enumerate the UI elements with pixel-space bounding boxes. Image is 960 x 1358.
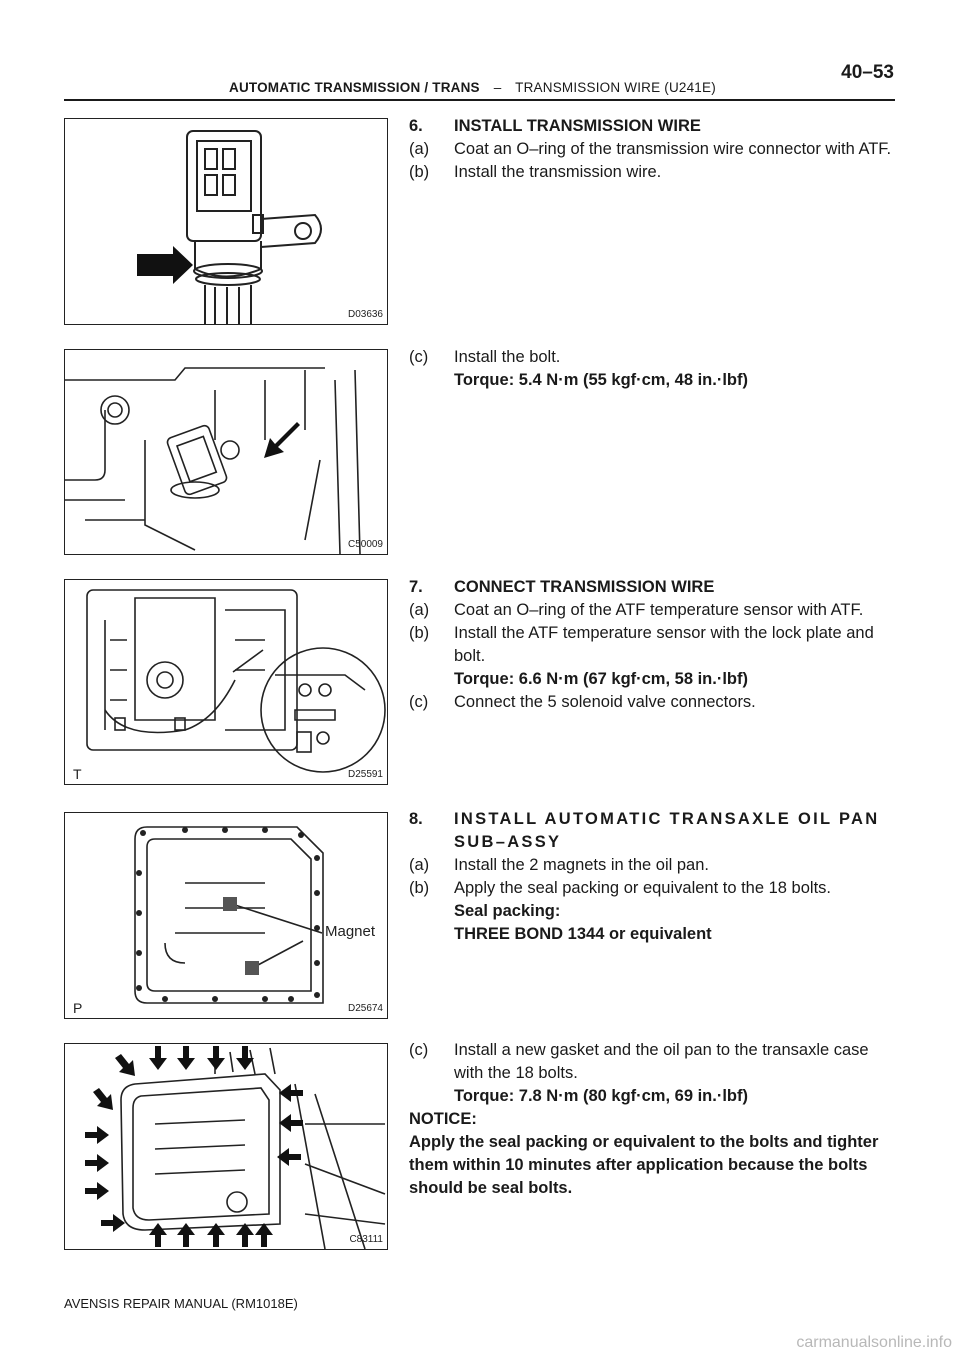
step-8a-text: Install the 2 magnets in the oil pan.	[454, 856, 709, 874]
step-6c-label: (c)	[409, 348, 429, 366]
step-8c-text: Install a new gasket and the oil pan to the transaxle case with the 18 bolts.	[454, 1041, 869, 1082]
oil-pan-illustration	[65, 813, 387, 1018]
step-8-heading	[409, 808, 895, 854]
solenoid-illustration	[65, 580, 387, 784]
step-8-title: INSTALL AUTOMATIC TRANSAXLE OIL PAN SUB–ASSY	[454, 810, 880, 851]
figure-code: C50009	[347, 539, 383, 550]
step-6a	[409, 138, 895, 161]
step-7-title: CONNECT TRANSMISSION WIRE	[454, 578, 715, 596]
watermark: carmanualsonline.info	[796, 1334, 952, 1351]
step-7c	[409, 691, 895, 714]
bolt-install-illustration	[65, 350, 387, 554]
running-header	[229, 80, 716, 95]
step-8b	[409, 877, 895, 900]
connector-illustration	[65, 119, 387, 324]
step-8b-label: (b)	[409, 879, 430, 897]
step-6b-text: Install the transmission wire.	[454, 163, 662, 181]
step-6a-label: (a)	[409, 140, 430, 158]
figure-code: D25591	[347, 769, 383, 780]
step-7a	[409, 599, 895, 622]
header-rule	[64, 99, 895, 101]
step-7c-text: Connect the 5 solenoid valve connectors.	[454, 693, 756, 711]
step-6c-text: Install the bolt.	[454, 348, 561, 366]
notice-label: NOTICE:	[409, 1110, 477, 1128]
step-7b-text: Install the ATF temperature sensor with the lock plate and bolt.	[454, 624, 874, 665]
figure-code: C83111	[349, 1234, 383, 1245]
step-8c-block	[409, 1039, 895, 1200]
figure-code: D25674	[347, 1003, 383, 1014]
figure-solenoid-connectors	[64, 579, 388, 785]
figure-oil-pan-bolts	[64, 1043, 388, 1250]
step-7-heading	[409, 576, 895, 599]
figure-letter: T	[73, 766, 82, 782]
step-7b	[409, 622, 895, 668]
figure-oil-pan-magnets	[64, 812, 388, 1019]
step-6c-torque: Torque: 5.4 N·m (55 kgf·cm, 48 in.·lbf)	[454, 371, 748, 389]
page-number: 40–53	[841, 62, 894, 83]
step-7-number: 7.	[409, 578, 423, 596]
step-6a-text: Coat an O–ring of the transmission wire connector with ATF.	[454, 140, 892, 158]
step-7b-torque: Torque: 6.6 N·m (67 kgf·cm, 58 in.·lbf)	[454, 670, 748, 688]
step-7c-label: (c)	[409, 693, 429, 711]
step-8c-label: (c)	[409, 1041, 429, 1059]
step-8b-text: Apply the seal packing or equivalent to the 18 bolts.	[454, 879, 831, 897]
oil-pan-bolts-illustration	[65, 1044, 387, 1249]
step-8c-torque: Torque: 7.8 N·m (80 kgf·cm, 69 in.·lbf)	[454, 1087, 748, 1105]
step-6-number: 6.	[409, 117, 423, 135]
step-7b-label: (b)	[409, 624, 430, 642]
step-6b-label: (b)	[409, 163, 430, 181]
step-6-title: INSTALL TRANSMISSION WIRE	[454, 117, 701, 135]
step-8b-spec-label: Seal packing:	[454, 902, 561, 920]
step-8a	[409, 854, 895, 877]
step-7a-label: (a)	[409, 601, 430, 619]
manual-footer: AVENSIS REPAIR MANUAL (RM1018E)	[64, 1296, 298, 1311]
header-subsection: TRANSMISSION WIRE (U241E)	[515, 80, 716, 95]
step-7-block	[409, 576, 895, 714]
step-6-block	[409, 115, 895, 184]
step-7a-text: Coat an O–ring of the ATF temperature sensor with ATF.	[454, 601, 864, 619]
step-6-heading	[409, 115, 895, 138]
step-8b-spec-value: THREE BOND 1344 or equivalent	[454, 925, 712, 943]
step-6b	[409, 161, 895, 184]
header-section: AUTOMATIC TRANSMISSION / TRANS	[229, 80, 480, 95]
step-8c	[409, 1039, 895, 1085]
figure-connector	[64, 118, 388, 325]
step-8a-label: (a)	[409, 856, 430, 874]
magnet-callout: Magnet	[325, 923, 376, 940]
figure-bolt-install	[64, 349, 388, 555]
step-6c-block	[409, 346, 895, 392]
header-separator: –	[493, 80, 502, 95]
notice-text: Apply the seal packing or equivalent to the bolts and tighter them within 10 minutes after application because the bolts should be seal bolts.	[409, 1133, 879, 1197]
figure-letter: P	[73, 1000, 83, 1016]
figure-code: D03636	[347, 309, 383, 320]
step-8-number: 8.	[409, 810, 423, 828]
step-8-block	[409, 808, 895, 946]
step-6c	[409, 346, 895, 369]
